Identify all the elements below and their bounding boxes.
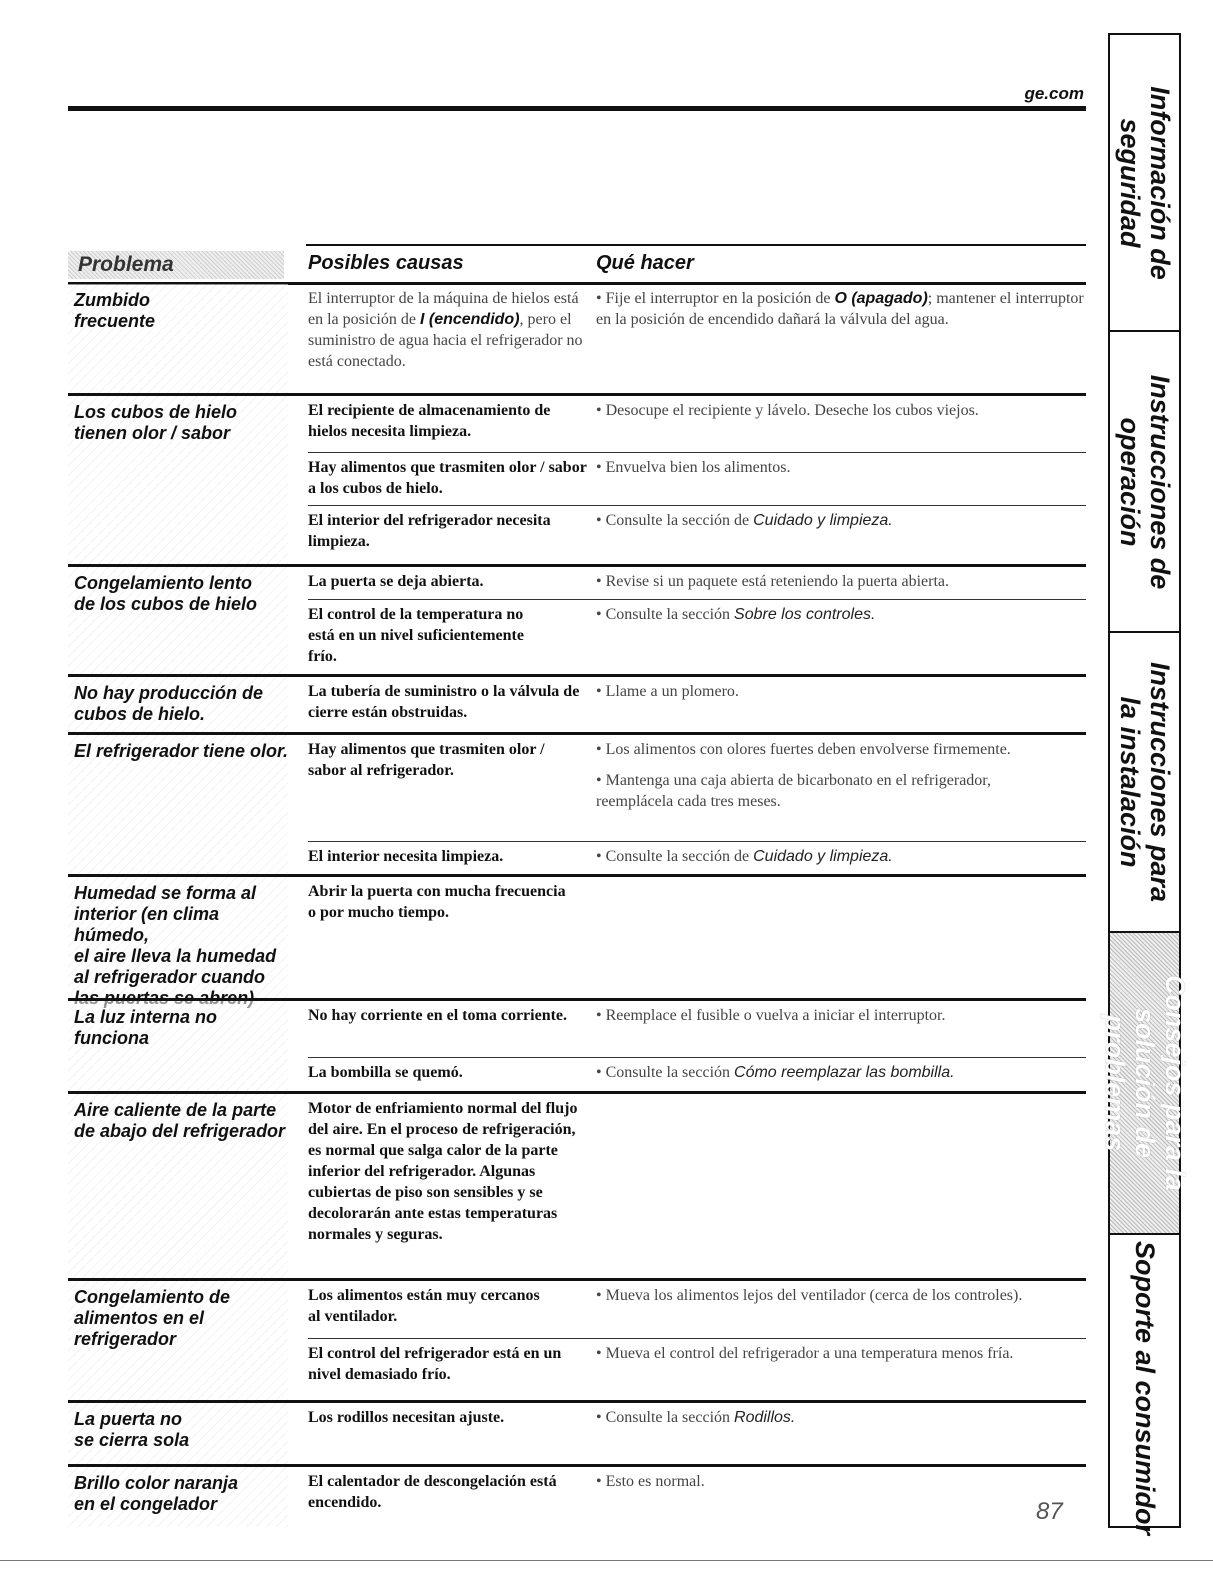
cause-text: La puerta se deja abierta. bbox=[308, 573, 484, 590]
cause-row bbox=[308, 877, 1086, 1001]
cause-row bbox=[308, 1281, 1086, 1339]
tab-instrucciones-instalacion[interactable] bbox=[1110, 633, 1179, 933]
cause-text: La bombilla se quemó. bbox=[308, 1064, 463, 1081]
problem-label: La luz interna no funciona bbox=[74, 1007, 218, 1048]
fix-text: • Consulte la sección de Cuidado y limpieza. bbox=[596, 512, 893, 529]
cause-text: No hay corriente en el toma corriente. bbox=[308, 1007, 568, 1024]
cause-text: El recipiente de almacenamiento de hielos necesita limpieza. bbox=[308, 402, 551, 440]
problem-label: Brillo color naranja en el congelador bbox=[74, 1473, 239, 1514]
fix-text: • Llame a un plomero. bbox=[596, 683, 739, 700]
table-row bbox=[68, 1094, 1086, 1281]
header-top-rule bbox=[306, 244, 1086, 246]
table-row bbox=[68, 284, 1086, 396]
fix-text: • Reemplace el fusible o vuelva a iniciar el interruptor. bbox=[596, 1007, 946, 1024]
fix-text: • Envuelva bien los alimentos. bbox=[596, 459, 791, 476]
cause-row bbox=[308, 1403, 1086, 1467]
cause-row bbox=[308, 1001, 1086, 1058]
table-row bbox=[68, 1001, 1086, 1094]
cause-row bbox=[308, 1058, 1086, 1091]
section-tabs bbox=[1099, 33, 1190, 1535]
fix-text: • Esto es normal. bbox=[596, 1473, 705, 1490]
tab-label: Instrucciones de operación bbox=[1114, 374, 1175, 589]
problem-label: Congelamiento de alimentos en el refrigerador bbox=[74, 1287, 231, 1349]
problem-label: Aire caliente de la parte de abajo del refrigerador bbox=[74, 1100, 286, 1141]
cause-text: El interruptor de la máquina de hielos está en la posición de I (encendido), pero el suministro de agua hacia el refrigerador no está conectado. bbox=[308, 290, 583, 370]
cause-row bbox=[308, 1467, 1086, 1527]
tab-label: Soporte al consumidor bbox=[1129, 1240, 1160, 1535]
fix-text: • Consulte la sección Sobre los controles. bbox=[596, 606, 876, 623]
table-header bbox=[68, 244, 1086, 284]
cause-text: Abrir la puerta con mucha frecuencia o por mucho tiempo. bbox=[308, 883, 566, 921]
fix-text: • Consulte la sección de Cuidado y limpieza. bbox=[596, 848, 893, 865]
table-row bbox=[68, 1467, 1086, 1527]
fix-text: • Fije el interruptor en la posición de O (apagado); mantener el interruptor en la posición de encendido dañará la válvula del agua. bbox=[596, 290, 1084, 328]
cause-row bbox=[308, 284, 1086, 396]
fix-text: • Desocupe el recipiente y lávelo. Deseche los cubos viejos. bbox=[596, 402, 979, 419]
cause-text: Hay alimentos que trasmiten olor / sabor al refrigerador. bbox=[308, 741, 545, 779]
column-causas: Posibles causas bbox=[308, 252, 464, 274]
cause-row bbox=[308, 396, 1086, 453]
column-hacer: Qué hacer bbox=[596, 252, 694, 274]
tab-soporte-consumidor[interactable] bbox=[1110, 1235, 1179, 1535]
fix-text: • Mueva los alimentos lejos del ventilador (cerca de los controles). bbox=[596, 1287, 1023, 1304]
cause-row bbox=[308, 677, 1086, 735]
tab-solucion-problemas[interactable] bbox=[1099, 933, 1190, 1235]
problem-label: Humedad se forma al interior (en clima húmedo, el aire lleva la humedad al refrigerador cuando bbox=[74, 883, 277, 987]
cause-row bbox=[308, 1094, 1086, 1281]
header-rule bbox=[68, 106, 1086, 111]
fix-text: • Consulte la sección Cómo reemplazar las bombilla. bbox=[596, 1064, 955, 1081]
problem-label: El refrigerador tiene olor. bbox=[74, 741, 289, 761]
cause-row bbox=[308, 1339, 1086, 1400]
tab-label: Consejos para la solución de problemas bbox=[1099, 974, 1190, 1192]
fix-text: • Consulte la sección Rodillos. bbox=[596, 1409, 796, 1426]
cause-row bbox=[308, 567, 1086, 600]
cause-row bbox=[308, 735, 1086, 842]
cause-text: El control de la temperatura no está en un nivel suficientemente frío. bbox=[308, 606, 524, 665]
table-row bbox=[68, 877, 1086, 1001]
cause-row bbox=[308, 842, 1086, 874]
cause-text: El control del refrigerador está en un nivel demasiado frío. bbox=[308, 1345, 562, 1383]
table-row bbox=[68, 567, 1086, 677]
cause-text: El calentador de descongelación está encendido. bbox=[308, 1473, 557, 1511]
tab-label: Información de seguridad bbox=[1114, 85, 1175, 280]
table-row bbox=[68, 735, 1086, 877]
fix-text: • Revise si un paquete está reteniendo la puerta abierta. bbox=[596, 573, 950, 590]
cause-text: Hay alimentos que trasmiten olor / sabor a los cubos de hielo. bbox=[308, 459, 587, 497]
table-row bbox=[68, 677, 1086, 735]
fix-item: • Los alimentos con olores fuertes deben envolverse firmemente. bbox=[596, 741, 1011, 758]
tab-label: Instrucciones para la instalación bbox=[1114, 661, 1175, 903]
tab-informacion-seguridad[interactable] bbox=[1110, 35, 1179, 332]
table-row bbox=[68, 1403, 1086, 1467]
problem-label: Congelamiento lento de los cubos de hielo bbox=[74, 573, 258, 614]
cause-text: El interior del refrigerador necesita limpieza. bbox=[308, 512, 551, 550]
cause-row bbox=[308, 506, 1086, 564]
fix-item: • Mantenga una caja abierta de bicarbonato en el refrigerador, reemplácela cada tres meses. bbox=[596, 772, 991, 810]
cause-text: Motor de enfriamiento normal del flujo del aire. En el proceso de refrigeración, es normal que salga calor de la parte inferior del refrigerador. Algunas cubiertas de piso son sensibles y se decolorarán ante estas temperaturas normales y seguras. bbox=[308, 1100, 578, 1243]
problem-label: La puerta no se cierra sola bbox=[74, 1409, 190, 1450]
cause-row bbox=[308, 453, 1086, 506]
problem-label: No hay producción de cubos de hielo. bbox=[74, 683, 264, 724]
cause-row bbox=[308, 600, 1086, 674]
table-row bbox=[68, 396, 1086, 567]
tab-instrucciones-operacion[interactable] bbox=[1110, 332, 1179, 633]
page-number: 87 bbox=[1036, 1498, 1063, 1525]
problem-label: Zumbido frecuente bbox=[74, 290, 156, 331]
cause-text: La tubería de suministro o la válvula de cierre están obstruidas. bbox=[308, 683, 580, 721]
problem-label: Los cubos de hielo tienen olor / sabor bbox=[74, 402, 238, 443]
cause-text: Los rodillos necesitan ajuste. bbox=[308, 1409, 505, 1426]
fix-list bbox=[596, 739, 1088, 812]
cause-text: El interior necesita limpieza. bbox=[308, 848, 504, 865]
column-problema: Problema bbox=[68, 251, 284, 279]
site-url: ge.com bbox=[1024, 84, 1084, 103]
footer-rule bbox=[0, 1560, 1213, 1561]
fix-text: • Mueva el control del refrigerador a una temperatura menos fría. bbox=[596, 1345, 1014, 1362]
cause-text: Los alimentos están muy cercanos al ventilador. bbox=[308, 1287, 540, 1325]
table-row bbox=[68, 1281, 1086, 1403]
